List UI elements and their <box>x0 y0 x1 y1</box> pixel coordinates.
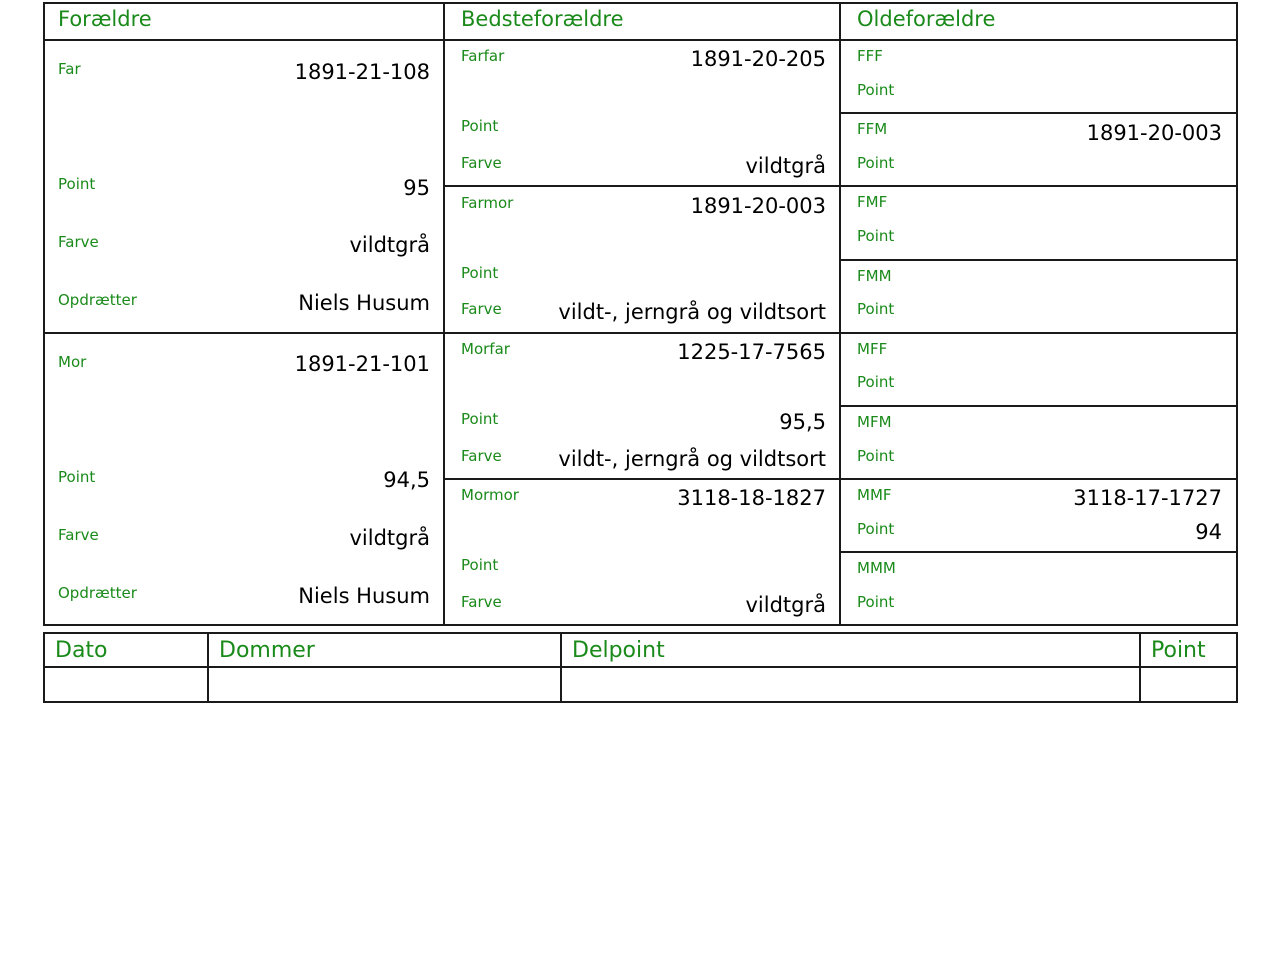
header-parents: Forældre <box>58 7 152 31</box>
fmf-point-label: Point <box>857 227 895 245</box>
divider-ggp-3 <box>839 259 1238 261</box>
father-color: vildtgrå <box>349 233 430 257</box>
morfar-color-label: Farve <box>461 447 502 465</box>
judging-table <box>43 632 1238 703</box>
father-breeder-label: Opdrætter <box>58 291 137 309</box>
morfar-point-label: Point <box>461 410 499 428</box>
fff-point-label: Point <box>857 81 895 99</box>
divider-col-1 <box>443 2 445 626</box>
divider-ggp-4 <box>839 332 1238 334</box>
mmm-label: MMM <box>857 559 896 577</box>
divider-ggp-6 <box>839 478 1238 480</box>
divider-parents <box>43 332 445 334</box>
fmm-point-label: Point <box>857 300 895 318</box>
judging-row <box>44 667 1237 702</box>
divider-grandparents-3 <box>443 478 841 480</box>
mother-breeder: Niels Husum <box>298 584 430 608</box>
ffm-id: 1891-20-003 <box>1086 121 1222 145</box>
cell-partial-points[interactable] <box>561 667 1140 702</box>
mother-label: Mor <box>58 353 87 371</box>
fff-label: FFF <box>857 47 883 65</box>
header-date: Dato <box>44 633 208 667</box>
ffm-label: FFM <box>857 120 888 138</box>
father-point: 95 <box>403 176 430 200</box>
morfar-id: 1225-17-7565 <box>677 340 826 364</box>
farfar-id: 1891-20-205 <box>690 47 826 71</box>
mother-color-label: Farve <box>58 526 99 544</box>
cell-date[interactable] <box>44 667 208 702</box>
farfar-color: vildtgrå <box>745 154 826 178</box>
mmm-point-label: Point <box>857 593 895 611</box>
father-id: 1891-21-108 <box>294 60 430 84</box>
fmf-label: FMF <box>857 193 888 211</box>
cell-points[interactable] <box>1140 667 1237 702</box>
mormor-id: 3118-18-1827 <box>677 486 826 510</box>
divider-ggp-7 <box>839 551 1238 553</box>
farmor-color-label: Farve <box>461 300 502 318</box>
mormor-color-label: Farve <box>461 593 502 611</box>
farfar-label: Farfar <box>461 47 505 65</box>
divider-ggp-2 <box>839 185 1238 187</box>
morfar-color: vildt-, jerngrå og vildtsort <box>558 447 826 471</box>
ffm-point-label: Point <box>857 154 895 172</box>
mother-breeder-label: Opdrætter <box>58 584 137 602</box>
header-grandparents: Bedsteforældre <box>461 7 624 31</box>
fmm-label: FMM <box>857 267 892 285</box>
header-points: Point <box>1140 633 1237 667</box>
morfar-point: 95,5 <box>779 410 826 434</box>
mormor-point-label: Point <box>461 556 499 574</box>
header-great-grandparents: Oldeforældre <box>857 7 996 31</box>
divider-grandparents-2 <box>443 332 841 334</box>
divider-ggp-1 <box>839 112 1238 114</box>
mff-label: MFF <box>857 340 888 358</box>
farmor-color: vildt-, jerngrå og vildtsort <box>558 300 826 324</box>
father-color-label: Farve <box>58 233 99 251</box>
header-partial-points: Delpoint <box>561 633 1140 667</box>
farfar-color-label: Farve <box>461 154 502 172</box>
farmor-label: Farmor <box>461 194 514 212</box>
mother-color: vildtgrå <box>349 526 430 550</box>
judging-header-row <box>44 633 1237 667</box>
mfm-label: MFM <box>857 413 892 431</box>
farfar-point-label: Point <box>461 117 499 135</box>
mormor-label: Mormor <box>461 486 519 504</box>
father-label: Far <box>58 60 81 78</box>
mff-point-label: Point <box>857 373 895 391</box>
mmf-label: MMF <box>857 486 892 504</box>
divider-grandparents-1 <box>443 185 841 187</box>
farmor-id: 1891-20-003 <box>690 194 826 218</box>
mmf-point-label: Point <box>857 520 895 538</box>
father-point-label: Point <box>58 175 96 193</box>
header-divider <box>43 39 1238 41</box>
morfar-label: Morfar <box>461 340 510 358</box>
cell-judge[interactable] <box>208 667 561 702</box>
header-judge: Dommer <box>208 633 561 667</box>
divider-ggp-5 <box>839 405 1238 407</box>
farmor-point-label: Point <box>461 264 499 282</box>
father-breeder: Niels Husum <box>298 291 430 315</box>
mother-point: 94,5 <box>383 468 430 492</box>
mormor-color: vildtgrå <box>745 593 826 617</box>
mfm-point-label: Point <box>857 447 895 465</box>
divider-col-2 <box>839 2 841 626</box>
mother-point-label: Point <box>58 468 96 486</box>
mmf-id: 3118-17-1727 <box>1073 486 1222 510</box>
mother-id: 1891-21-101 <box>294 352 430 376</box>
mmf-point: 94 <box>1195 520 1222 544</box>
